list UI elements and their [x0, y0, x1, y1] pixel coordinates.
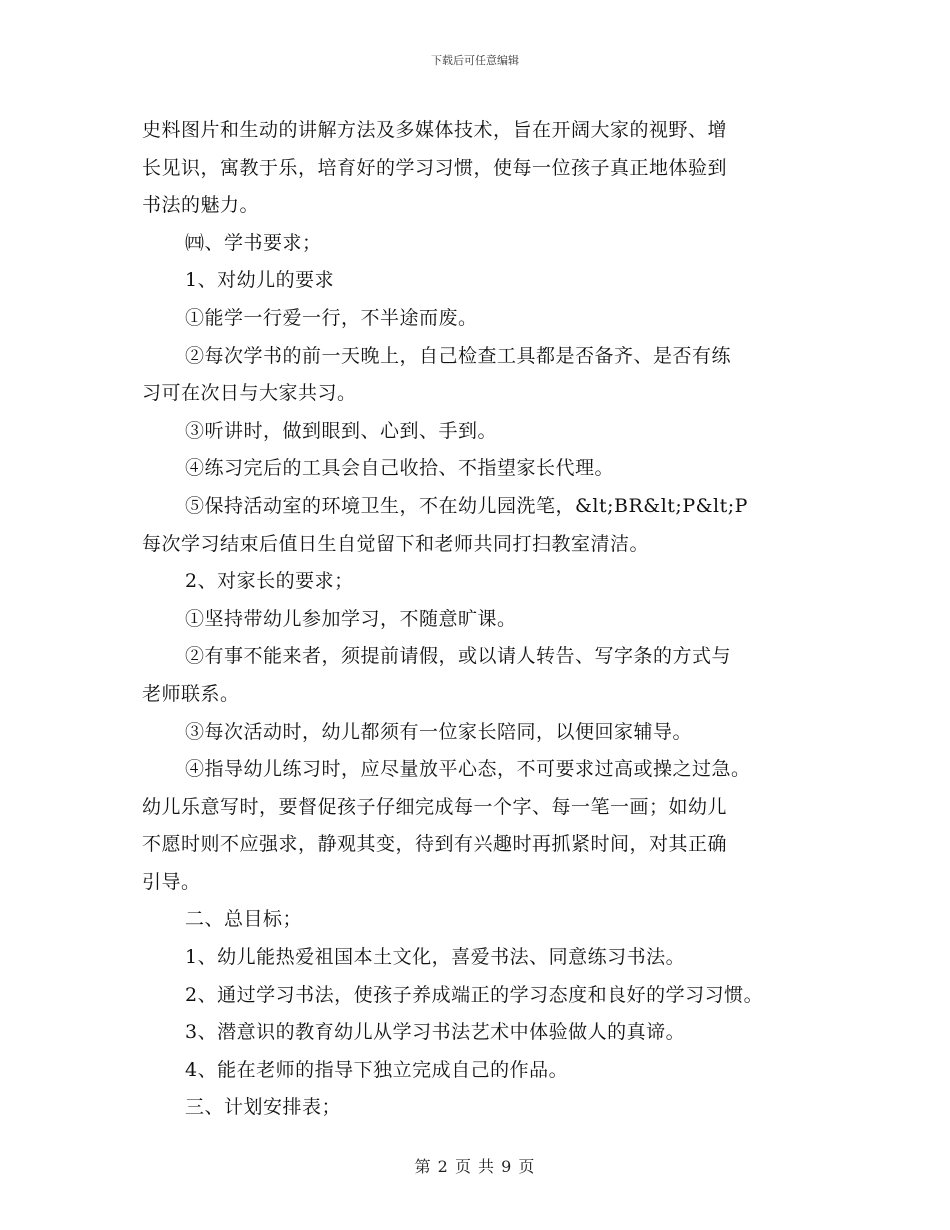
text-line: 不愿时则不应强求，静观其变，待到有兴趣时再抓紧时间，对其正确: [142, 833, 728, 856]
text-line: ⑤保持活动室的环境卫生，不在幼儿园洗笔，&lt;BR&lt;P&lt;P: [185, 494, 748, 517]
document-body: [142, 112, 822, 1127]
text-line: ④练习完后的工具会自己收拾、不指望家长代理。: [185, 457, 615, 480]
page-footer: 第 2 页 共 9 页: [414, 1157, 536, 1176]
text-line: 每次学习结束后值日生自觉留下和老师共同打扫教室清洁。: [142, 532, 650, 555]
page-header: 下载后可任意编辑: [431, 54, 519, 67]
text-line: 长见识，寓教于乐，培育好的学习习惯，使每一位孩子真正地体验到: [142, 156, 728, 179]
text-line: ②有事不能来者，须提前请假，或以请人转告、写字条的方式与: [185, 645, 732, 668]
text-line: 二、总目标；: [185, 908, 303, 931]
text-line: ③听讲时，做到眼到、心到、手到。: [185, 419, 498, 442]
text-line: 老师联系。: [142, 682, 240, 705]
text-line: 引导。: [142, 870, 201, 893]
text-line: ①坚持带幼儿参加学习，不随意旷课。: [185, 607, 517, 630]
text-line: 2、通过学习书法，使孩子养成端正的学习态度和良好的学习习惯。: [185, 983, 764, 1006]
text-line: 4、能在老师的指导下独立完成自己的作品。: [185, 1058, 569, 1081]
text-line: 习可在次日与大家共习。: [142, 382, 357, 405]
text-line: 书法的魅力。: [142, 194, 260, 217]
text-line: 1、幼儿能热爱祖国本土文化，喜爱书法、同意练习书法。: [185, 946, 686, 969]
text-line: ㈣、学书要求；: [185, 231, 322, 254]
text-line: 幼儿乐意写时，要督促孩子仔细完成每一个字、每一笔一画；如幼儿: [142, 795, 728, 818]
text-line: ①能学一行爱一行，不半途而废。: [185, 306, 478, 329]
text-line: ④指导幼儿练习时，应尽量放平心态，不可要求过高或操之过急。: [185, 758, 751, 781]
text-line: ③每次活动时，幼儿都须有一位家长陪同，以便回家辅导。: [185, 720, 693, 743]
text-line: 史料图片和生动的讲解方法及多媒体技术，旨在开阔大家的视野、增: [142, 119, 728, 141]
text-line: ②每次学书的前一天晚上，自己检查工具都是否备齐、是否有练: [185, 344, 732, 367]
text-line: 1、对幼儿的要求: [185, 269, 335, 292]
text-line: 2、对家长的要求；: [185, 570, 354, 593]
text-line: 3、潜意识的教育幼儿从学习书法艺术中体验做人的真谛。: [185, 1021, 686, 1044]
text-line: 三、计划安排表；: [185, 1096, 342, 1119]
